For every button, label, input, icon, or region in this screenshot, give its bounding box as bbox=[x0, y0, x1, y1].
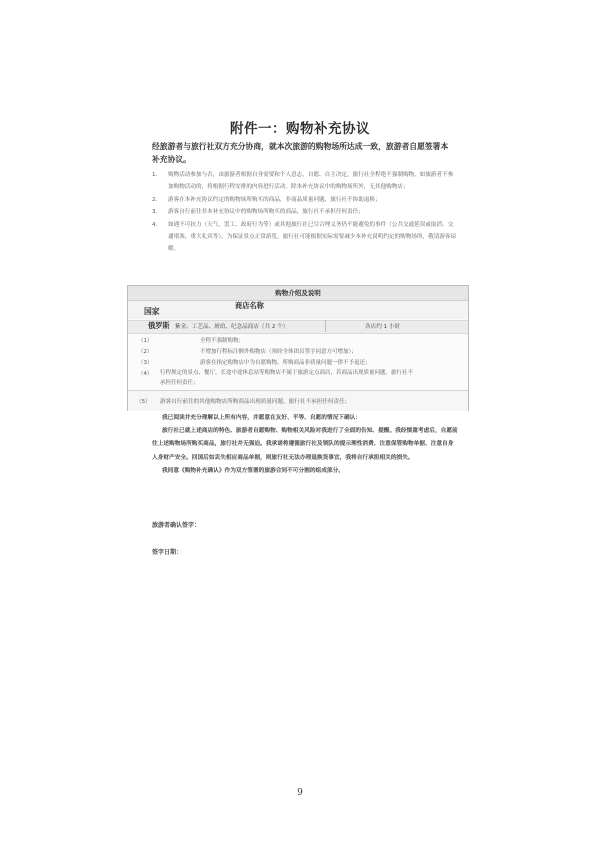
confirm-line: 我同意《购物补充确认》作为双方签署的旅游合同不可分割的组成部分。 bbox=[162, 467, 344, 474]
cell-divider bbox=[325, 320, 326, 332]
clause-list bbox=[152, 169, 457, 256]
clause-item bbox=[152, 169, 457, 194]
clause-number: 3. bbox=[152, 209, 158, 216]
date-label: 签字日期： bbox=[152, 549, 183, 556]
shop-time-cell: 各店约 1 小时 bbox=[365, 324, 401, 330]
column-country: 国家 bbox=[144, 307, 160, 316]
confirmation-block bbox=[152, 412, 458, 478]
clause-number: 2. bbox=[152, 196, 158, 203]
note-number: （5） bbox=[136, 399, 151, 405]
clause-text: 如遇不可抗力（天气、罢工、政府行为等）或其他旅行社已尽合理义务仍不能避免的事件（公共交通延误或取消、交通堵塞、重大礼宾等），为保证景点正常游览，旅行社可能根据实际需要减少本补充说明约定的购物场所，敬请游客谅解。 bbox=[168, 221, 457, 253]
page-number: 9 bbox=[297, 788, 303, 798]
page-title: 附件一：购物补充协议 bbox=[230, 121, 370, 137]
note-text: 行程规定的景点、餐厅，长途中途休息站等购物店不属于旅游定点商店，若商品出现质量问题，旅行社不承担任何责任； bbox=[160, 370, 414, 386]
note-number: （4） bbox=[138, 371, 153, 377]
clause-text: 购物活动参加与否，由旅游者根据自身需要和个人意志，自愿、自主决定，旅行社全程绝不强制购物。如旅游者不参加购物活动的，将根据行程安排的内容进行活动。除本补充协议中的购物场所外，无其他购物店； bbox=[168, 172, 454, 191]
clause-number: 4. bbox=[152, 221, 158, 228]
clause-text: 游客自行前往非本补充协议中的购物场所购买的商品，旅行社不承担任何责任； bbox=[168, 209, 364, 216]
clause-item bbox=[152, 194, 457, 206]
note-text: 不增加行程标注额外购物店（须经全体团员签字同意方可增加）； bbox=[200, 349, 357, 355]
note-number: （3） bbox=[138, 360, 153, 366]
confirm-line: 我已阅读并充分理解以上所有内容，并愿意在友好、平等、自愿的情况下确认： bbox=[162, 415, 362, 421]
intro-paragraph: 经旅游者与旅行社双方充分协商，就本次旅游的购物场所达成一致，旅游者自愿签署本补充协议。 bbox=[152, 142, 449, 164]
table-header: 购物介绍及说明 bbox=[128, 286, 468, 301]
table-column-row bbox=[128, 301, 468, 319]
shop-items-cell: 紫金、工艺品、琥珀、纪念品商店（共 2 个） bbox=[175, 324, 289, 330]
shopping-table bbox=[127, 285, 469, 411]
clause-item bbox=[152, 219, 457, 256]
note-number: （1） bbox=[138, 338, 153, 344]
note-text: 全程不强制购物； bbox=[200, 338, 245, 344]
clause-item bbox=[152, 206, 457, 218]
signature-label: 旅游者确认签字： bbox=[152, 522, 201, 529]
column-shop-name: 商店名称 bbox=[235, 301, 264, 310]
confirm-paragraph: 旅行社已就上述商店的特色、旅游者自愿购物、购物相关风险对我进行了全面的告知、提醒。我经慎重考虑后，自愿前往上述购物场所购买商品，旅行社并无强迫。我承诺将遵循旅行社及领队的提示理性消费、注意保管购物单据、注意自身人身财产安全。回国后如丢失相应商品单据，则旅行社无法办理退换货事宜，我将自行承担相关的损失。 bbox=[152, 428, 458, 461]
country-cell: 俄罗斯 bbox=[148, 321, 170, 330]
note-number: （2） bbox=[138, 349, 153, 355]
clause-number: 1. bbox=[152, 172, 158, 178]
note-text: 游客在指定购物店中为自愿购物，所购商品非质量问题一律不予退还； bbox=[200, 360, 371, 366]
note-five-box bbox=[128, 390, 468, 411]
note-text: 游客自行前往的其他购物店所购商品出现质量问题，旅行社不承担任何责任； bbox=[160, 399, 351, 405]
clause-text: 游客在本补充协议约定的购物场所购买的商品，非商品质量问题，旅行社不协助退换； bbox=[168, 196, 381, 203]
